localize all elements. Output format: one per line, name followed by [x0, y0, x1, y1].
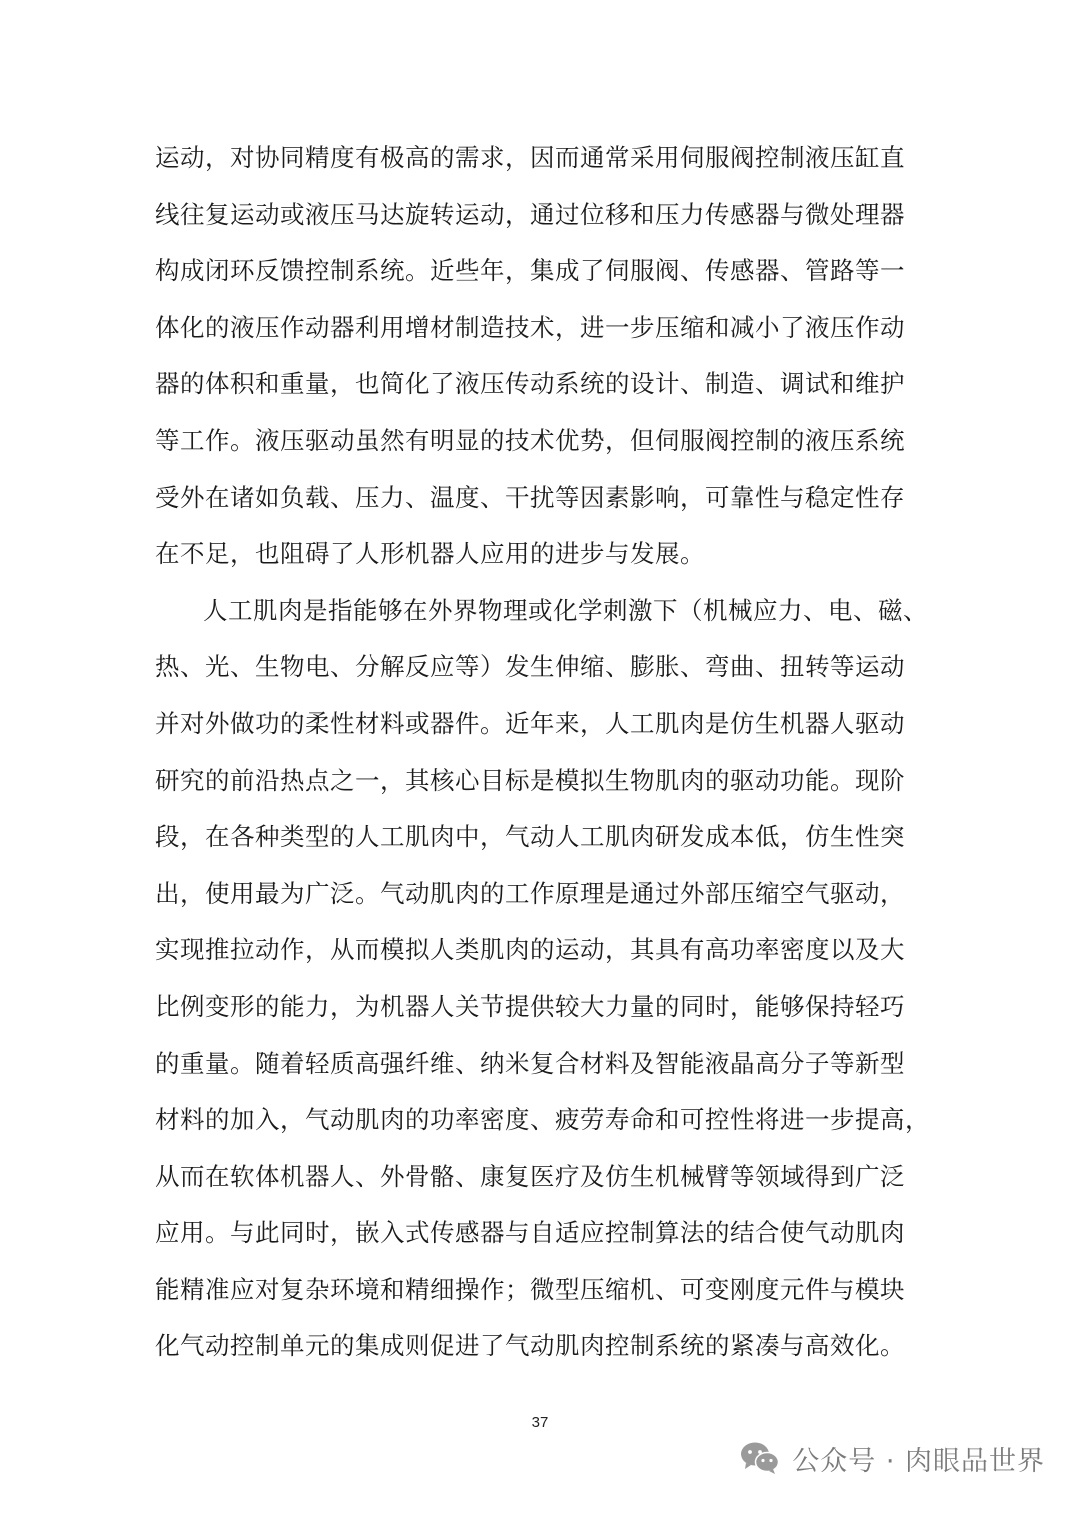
text-line: 比例变形的能力，为机器人关节提供较大力量的同时，能够保持轻巧: [155, 991, 905, 1021]
text-line: 受外在诸如负载、压力、温度、干扰等因素影响，可靠性与稳定性存: [155, 482, 905, 512]
text-line: 从而在软体机器人、外骨骼、康复医疗及仿生机械臂等领域得到广泛: [155, 1161, 905, 1191]
page-number: 37: [531, 1414, 549, 1431]
text-line: 出，使用最为广泛。气动肌肉的工作原理是通过外部压缩空气驱动，: [155, 878, 905, 908]
text-line: 的重量。随着轻质高强纤维、纳米复合材料及智能液晶高分子等新型: [155, 1048, 905, 1078]
text-line: 热、光、生物电、分解反应等）发生伸缩、膨胀、弯曲、扭转等运动: [155, 652, 905, 682]
text-line: 研究的前沿热点之一，其核心目标是模拟生物肌肉的驱动功能。现阶: [155, 765, 905, 795]
text-line: 等工作。液压驱动虽然有明显的技术优势，但伺服阀控制的液压系统: [155, 425, 905, 455]
text-line: 线往复运动或液压马达旋转运动，通过位移和压力传感器与微处理器: [155, 199, 905, 229]
text-line: 化气动控制单元的集成则促进了气动肌肉控制系统的紧凑与高效化。: [155, 1331, 905, 1361]
watermark: [740, 1432, 1045, 1484]
text-line: 人工肌肉是指能够在外界物理或化学刺激下（机械应力、电、磁、: [203, 595, 928, 625]
text-line: 实现推拉动作，从而模拟人类肌肉的运动，其具有高功率密度以及大: [155, 935, 905, 965]
text-line: 并对外做功的柔性材料或器件。近年来，人工肌肉是仿生机器人驱动: [155, 708, 905, 738]
text-line: 体化的液压作动器利用增材制造技术，进一步压缩和减小了液压作动: [155, 312, 905, 342]
body-text: [155, 130, 930, 1375]
text-line: 器的体积和重量，也简化了液压传动系统的设计、制造、调试和维护: [155, 369, 905, 399]
text-line: 材料的加入，气动肌肉的功率密度、疲劳寿命和可控性将进一步提高，: [155, 1105, 930, 1135]
text-line: 应用。与此同时，嵌入式传感器与自适应控制算法的结合使气动肌肉: [155, 1218, 905, 1248]
text-line: 运动，对协同精度有极高的需求，因而通常采用伺服阀控制液压缸直: [155, 143, 905, 172]
text-line: 段，在各种类型的人工肌肉中，气动人工肌肉研发成本低，仿生性突: [155, 822, 905, 852]
text-line: 在不足，也阻碍了人形机器人应用的进步与发展。: [155, 539, 705, 569]
text-line: 构成闭环反馈控制系统。近些年，集成了伺服阀、传感器、管路等一: [155, 256, 905, 286]
text-line: 能精准应对复杂环境和精细操作；微型压缩机、可变刚度元件与模块: [155, 1274, 905, 1304]
watermark-text: 公众号 · 肉眼品世界: [792, 1445, 1045, 1477]
wechat-icon: [740, 1441, 780, 1475]
